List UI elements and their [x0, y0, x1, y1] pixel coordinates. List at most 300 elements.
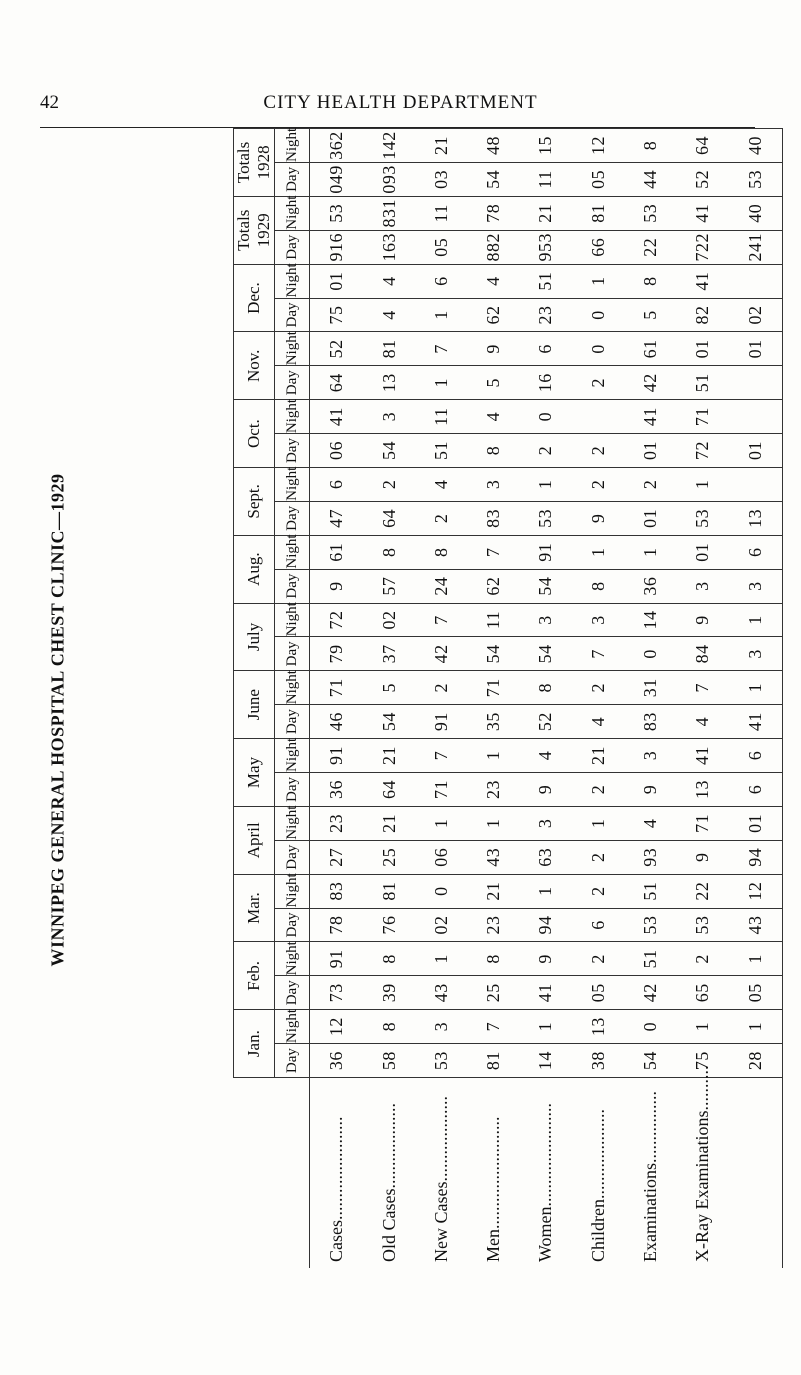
cell-night: 21: [415, 129, 467, 163]
cell-day: 94: [729, 840, 783, 874]
cell-day: 42: [624, 976, 676, 1010]
cell-day: 01: [624, 434, 676, 468]
cell-day: 4: [572, 705, 624, 739]
cell-night: 1: [729, 1010, 783, 1044]
cell-night: 1: [520, 874, 572, 908]
day-column-header: Day: [275, 1044, 310, 1078]
cell-day: 01: [624, 501, 676, 535]
cell-night: [572, 400, 624, 434]
cell-day: 916: [310, 230, 364, 264]
cell-day: 25: [363, 840, 415, 874]
cell-day: 54: [520, 569, 572, 603]
cell-day: 049: [310, 162, 364, 196]
cell-night: 0: [415, 874, 467, 908]
table-row: [677, 129, 729, 1269]
cell-day: 05: [729, 976, 783, 1010]
table-title: WINNIPEG GENERAL HOSPITAL CHEST CLINIC—1929: [47, 473, 68, 967]
row-label: Men.........................: [468, 1078, 520, 1269]
page-number: 42: [40, 92, 59, 113]
cell-day: 64: [363, 501, 415, 535]
cell-night: 3: [520, 806, 572, 840]
cell-night: [729, 400, 783, 434]
cell-night: 23: [310, 806, 364, 840]
cell-night: [729, 264, 783, 298]
cell-night: 1: [729, 671, 783, 705]
cell-night: 61: [310, 535, 364, 569]
cell-night: 91: [310, 942, 364, 976]
period-header: April: [234, 806, 275, 874]
cell-night: 2: [624, 467, 676, 501]
cell-day: 76: [363, 908, 415, 942]
day-column-header: Day: [275, 908, 310, 942]
cell-night: 11: [415, 196, 467, 230]
cell-night: 53: [310, 196, 364, 230]
cell-night: 01: [677, 535, 729, 569]
cell-night: 362: [310, 129, 364, 163]
cell-day: 84: [677, 637, 729, 671]
cell-day: 02: [729, 298, 783, 332]
row-label: [729, 1078, 783, 1269]
cell-day: 41: [729, 705, 783, 739]
night-column-header: Night: [275, 332, 310, 366]
cell-night: 48: [468, 129, 520, 163]
cell-night: 2: [363, 467, 415, 501]
cell-day: 0: [572, 298, 624, 332]
cell-night: 8: [415, 535, 467, 569]
cell-night: 9: [677, 603, 729, 637]
cell-day: 02: [415, 908, 467, 942]
cell-night: 41: [677, 739, 729, 773]
cell-night: 7: [415, 332, 467, 366]
cell-night: 8: [363, 535, 415, 569]
cell-day: 23: [520, 298, 572, 332]
period-header: July: [234, 603, 275, 671]
cell-night: 41: [677, 196, 729, 230]
cell-day: 54: [468, 162, 520, 196]
running-title: CITY HEALTH DEPARTMENT: [263, 92, 538, 113]
cell-day: 53: [520, 501, 572, 535]
period-header: Mar.: [234, 874, 275, 942]
period-header: Aug.: [234, 535, 275, 603]
night-column-header: Night: [275, 806, 310, 840]
cell-day: 16: [520, 366, 572, 400]
cell-night: 8: [363, 942, 415, 976]
cell-day: 11: [520, 162, 572, 196]
cell-night: 3: [468, 467, 520, 501]
cell-day: 71: [415, 772, 467, 806]
cell-day: 14: [520, 1044, 572, 1078]
cell-day: 5: [468, 366, 520, 400]
cell-day: 1: [415, 366, 467, 400]
period-header: June: [234, 671, 275, 739]
cell-night: 51: [520, 264, 572, 298]
cell-day: 882: [468, 230, 520, 264]
cell-night: 7: [415, 603, 467, 637]
cell-day: 4: [677, 705, 729, 739]
night-column-header: Night: [275, 739, 310, 773]
cell-night: 01: [729, 332, 783, 366]
night-column-header: Night: [275, 535, 310, 569]
cell-night: 1: [520, 467, 572, 501]
cell-night: 21: [520, 196, 572, 230]
cell-day: 722: [677, 230, 729, 264]
cell-day: 44: [624, 162, 676, 196]
cell-day: 35: [468, 705, 520, 739]
cell-night: 4: [624, 806, 676, 840]
cell-night: 41: [677, 264, 729, 298]
cell-night: 3: [415, 1010, 467, 1044]
cell-night: 22: [677, 874, 729, 908]
cell-day: 43: [729, 908, 783, 942]
cell-night: 8: [624, 129, 676, 163]
cell-day: 6: [572, 908, 624, 942]
cell-day: 46: [310, 705, 364, 739]
period-header: Feb.: [234, 942, 275, 1010]
cell-day: 52: [677, 162, 729, 196]
cell-day: 28: [729, 1044, 783, 1078]
cell-day: 65: [677, 976, 729, 1010]
cell-day: 66: [572, 230, 624, 264]
cell-night: 51: [624, 874, 676, 908]
day-column-header: Day: [275, 976, 310, 1010]
cell-night: 7: [677, 671, 729, 705]
cell-night: 6: [729, 535, 783, 569]
cell-night: 2: [572, 874, 624, 908]
cell-day: 54: [468, 637, 520, 671]
cell-day: 13: [677, 772, 729, 806]
cell-day: 05: [572, 162, 624, 196]
day-column-header: Day: [275, 705, 310, 739]
cell-night: 83: [310, 874, 364, 908]
cell-day: 24: [415, 569, 467, 603]
cell-night: 11: [415, 400, 467, 434]
cell-day: 2: [520, 434, 572, 468]
cell-night: 1: [572, 264, 624, 298]
cell-day: 5: [624, 298, 676, 332]
row-label: New Cases...................: [415, 1078, 467, 1269]
cell-day: 093: [363, 162, 415, 196]
day-column-header: Day: [275, 501, 310, 535]
day-column-header: Day: [275, 298, 310, 332]
cell-night: 1: [677, 467, 729, 501]
cell-day: 91: [415, 705, 467, 739]
cell-day: 83: [624, 705, 676, 739]
cell-night: 40: [729, 129, 783, 163]
cell-day: 51: [415, 434, 467, 468]
monthly-statistics-table: [233, 128, 783, 1268]
period-header: Oct.: [234, 400, 275, 468]
cell-night: 40: [729, 196, 783, 230]
cell-day: 64: [310, 366, 364, 400]
cell-night: 2: [415, 671, 467, 705]
cell-night: 8: [363, 1010, 415, 1044]
cell-night: 12: [729, 874, 783, 908]
day-column-header: Day: [275, 840, 310, 874]
cell-night: 81: [572, 196, 624, 230]
row-label: Children....................: [572, 1078, 624, 1269]
night-column-header: Night: [275, 264, 310, 298]
night-column-header: Night: [275, 400, 310, 434]
table-row: [415, 129, 467, 1269]
day-column-header: Day: [275, 162, 310, 196]
cell-day: 23: [468, 772, 520, 806]
night-column-header: Night: [275, 671, 310, 705]
cell-night: 21: [363, 806, 415, 840]
cell-day: 4: [363, 298, 415, 332]
cell-night: 81: [363, 332, 415, 366]
night-column-header: Night: [275, 874, 310, 908]
row-label: Women.......................: [520, 1078, 572, 1269]
table-row: [572, 129, 624, 1269]
cell-night: 4: [468, 264, 520, 298]
cell-day: 54: [363, 705, 415, 739]
cell-night: 2: [572, 671, 624, 705]
cell-night: 12: [572, 129, 624, 163]
cell-night: 4: [363, 264, 415, 298]
cell-night: 1: [468, 739, 520, 773]
day-column-header: Day: [275, 569, 310, 603]
cell-night: 01: [677, 332, 729, 366]
cell-day: 0: [624, 637, 676, 671]
cell-day: 53: [624, 908, 676, 942]
cell-day: 05: [415, 230, 467, 264]
cell-night: 6: [729, 739, 783, 773]
cell-day: 2: [572, 434, 624, 468]
cell-day: 82: [677, 298, 729, 332]
cell-day: 54: [520, 637, 572, 671]
table-title-vertical: [48, 420, 68, 1020]
cell-day: 53: [415, 1044, 467, 1078]
cell-day: 06: [310, 434, 364, 468]
period-header-row: [234, 129, 275, 1269]
cell-day: 53: [677, 501, 729, 535]
cell-night: 13: [572, 1010, 624, 1044]
cell-night: 8: [468, 942, 520, 976]
cell-night: 72: [310, 603, 364, 637]
table-row: [468, 129, 520, 1269]
cell-day: 1: [415, 298, 467, 332]
cell-day: 2: [572, 840, 624, 874]
cell-day: 43: [415, 976, 467, 1010]
cell-day: 9: [520, 772, 572, 806]
cell-night: 0: [572, 332, 624, 366]
cell-night: 1: [729, 603, 783, 637]
cell-night: 64: [677, 129, 729, 163]
cell-day: 39: [363, 976, 415, 1010]
cell-night: [729, 467, 783, 501]
table-body: [310, 129, 783, 1269]
cell-day: 2: [572, 772, 624, 806]
day-column-header: Day: [275, 366, 310, 400]
table-row: [520, 129, 572, 1269]
cell-day: 42: [624, 366, 676, 400]
table-row: [729, 129, 783, 1269]
page-header: [40, 92, 761, 122]
cell-day: 51: [677, 366, 729, 400]
night-column-header: Night: [275, 467, 310, 501]
cell-night: 4: [415, 467, 467, 501]
table-row: [310, 129, 364, 1269]
period-header: Dec.: [234, 264, 275, 332]
cell-night: 8: [624, 264, 676, 298]
cell-night: 9: [520, 942, 572, 976]
cell-day: 953: [520, 230, 572, 264]
cell-day: 9: [310, 569, 364, 603]
cell-night: 71: [310, 671, 364, 705]
cell-day: 3: [729, 637, 783, 671]
cell-night: 7: [468, 1010, 520, 1044]
cell-night: 52: [310, 332, 364, 366]
cell-night: 1: [729, 942, 783, 976]
table-row: [624, 129, 676, 1269]
cell-day: 37: [363, 637, 415, 671]
cell-night: 01: [729, 806, 783, 840]
cell-night: 4: [520, 739, 572, 773]
cell-night: 6: [310, 467, 364, 501]
cell-day: 57: [363, 569, 415, 603]
cell-night: 01: [310, 264, 364, 298]
cell-night: 71: [677, 806, 729, 840]
cell-night: 831: [363, 196, 415, 230]
night-column-header: Night: [275, 603, 310, 637]
statistics-grid: [233, 128, 783, 1268]
cell-day: 81: [468, 1044, 520, 1078]
cell-day: 25: [468, 976, 520, 1010]
cell-day: 93: [624, 840, 676, 874]
row-label-header: [234, 1078, 310, 1269]
cell-night: 1: [520, 1010, 572, 1044]
cell-day: 9: [677, 840, 729, 874]
cell-day: 2: [415, 501, 467, 535]
cell-day: 83: [468, 501, 520, 535]
cell-night: 51: [624, 942, 676, 976]
night-column-header: Night: [275, 129, 310, 163]
cell-night: 1: [415, 806, 467, 840]
day-column-header: Day: [275, 772, 310, 806]
cell-day: 6: [729, 772, 783, 806]
period-header: Sept.: [234, 467, 275, 535]
cell-night: 1: [468, 806, 520, 840]
cell-day: 13: [729, 501, 783, 535]
cell-night: 02: [363, 603, 415, 637]
cell-day: [729, 366, 783, 400]
cell-night: 91: [520, 535, 572, 569]
cell-night: 4: [468, 400, 520, 434]
cell-day: 54: [624, 1044, 676, 1078]
cell-night: 41: [624, 400, 676, 434]
cell-day: 7: [572, 637, 624, 671]
cell-day: 73: [310, 976, 364, 1010]
cell-day: 43: [468, 840, 520, 874]
cell-day: 05: [572, 976, 624, 1010]
cell-day: 53: [677, 908, 729, 942]
day-column-header: Day: [275, 434, 310, 468]
cell-day: 63: [520, 840, 572, 874]
cell-day: 2: [572, 366, 624, 400]
cell-night: 11: [468, 603, 520, 637]
cell-night: 71: [677, 400, 729, 434]
day-column-header: Day: [275, 230, 310, 264]
row-label: Old Cases...................: [363, 1078, 415, 1269]
cell-day: 01: [729, 434, 783, 468]
cell-night: 6: [415, 264, 467, 298]
cell-night: 14: [624, 603, 676, 637]
table-row: [363, 129, 415, 1269]
cell-night: 21: [572, 739, 624, 773]
cell-night: 78: [468, 196, 520, 230]
cell-night: 41: [310, 400, 364, 434]
cell-night: 5: [363, 671, 415, 705]
cell-day: 36: [310, 1044, 364, 1078]
cell-day: 38: [572, 1044, 624, 1078]
cell-day: 41: [520, 976, 572, 1010]
cell-day: 42: [415, 637, 467, 671]
cell-day: 8: [468, 434, 520, 468]
cell-night: 53: [624, 196, 676, 230]
cell-day: 27: [310, 840, 364, 874]
cell-day: 23: [468, 908, 520, 942]
cell-day: 13: [363, 366, 415, 400]
cell-night: 21: [468, 874, 520, 908]
cell-night: 7: [415, 739, 467, 773]
row-label: X-Ray Examinations..........: [677, 1078, 729, 1269]
cell-night: 31: [624, 671, 676, 705]
cell-day: 22: [624, 230, 676, 264]
cell-night: 7: [468, 535, 520, 569]
cell-day: 79: [310, 637, 364, 671]
cell-night: 2: [572, 467, 624, 501]
cell-night: 91: [310, 739, 364, 773]
period-header: May: [234, 739, 275, 807]
cell-day: 36: [624, 569, 676, 603]
cell-night: 1: [677, 1010, 729, 1044]
cell-day: 54: [363, 434, 415, 468]
period-header: Nov.: [234, 332, 275, 400]
cell-day: 78: [310, 908, 364, 942]
cell-night: 9: [468, 332, 520, 366]
cell-night: 2: [572, 942, 624, 976]
cell-night: 3: [520, 603, 572, 637]
cell-night: 12: [310, 1010, 364, 1044]
row-label: Examinations................: [624, 1078, 676, 1269]
cell-day: 9: [572, 501, 624, 535]
cell-day: 06: [415, 840, 467, 874]
cell-day: 36: [310, 772, 364, 806]
cell-night: 2: [677, 942, 729, 976]
day-column-header: Day: [275, 637, 310, 671]
cell-day: 72: [677, 434, 729, 468]
cell-night: 0: [624, 1010, 676, 1044]
cell-night: 3: [624, 739, 676, 773]
cell-day: 62: [468, 298, 520, 332]
cell-night: 0: [520, 400, 572, 434]
cell-night: 1: [572, 535, 624, 569]
cell-day: 75: [310, 298, 364, 332]
period-header: Jan.: [234, 1010, 275, 1078]
cell-day: 47: [310, 501, 364, 535]
period-header: Totals 1929: [234, 196, 275, 264]
cell-night: 61: [624, 332, 676, 366]
night-column-header: Night: [275, 196, 310, 230]
cell-day: 3: [677, 569, 729, 603]
cell-night: 8: [520, 671, 572, 705]
cell-night: 142: [363, 129, 415, 163]
cell-night: 71: [468, 671, 520, 705]
cell-night: 1: [572, 806, 624, 840]
row-label: Cases.......................: [310, 1078, 364, 1269]
cell-day: 75: [677, 1044, 729, 1078]
cell-day: 3: [729, 569, 783, 603]
